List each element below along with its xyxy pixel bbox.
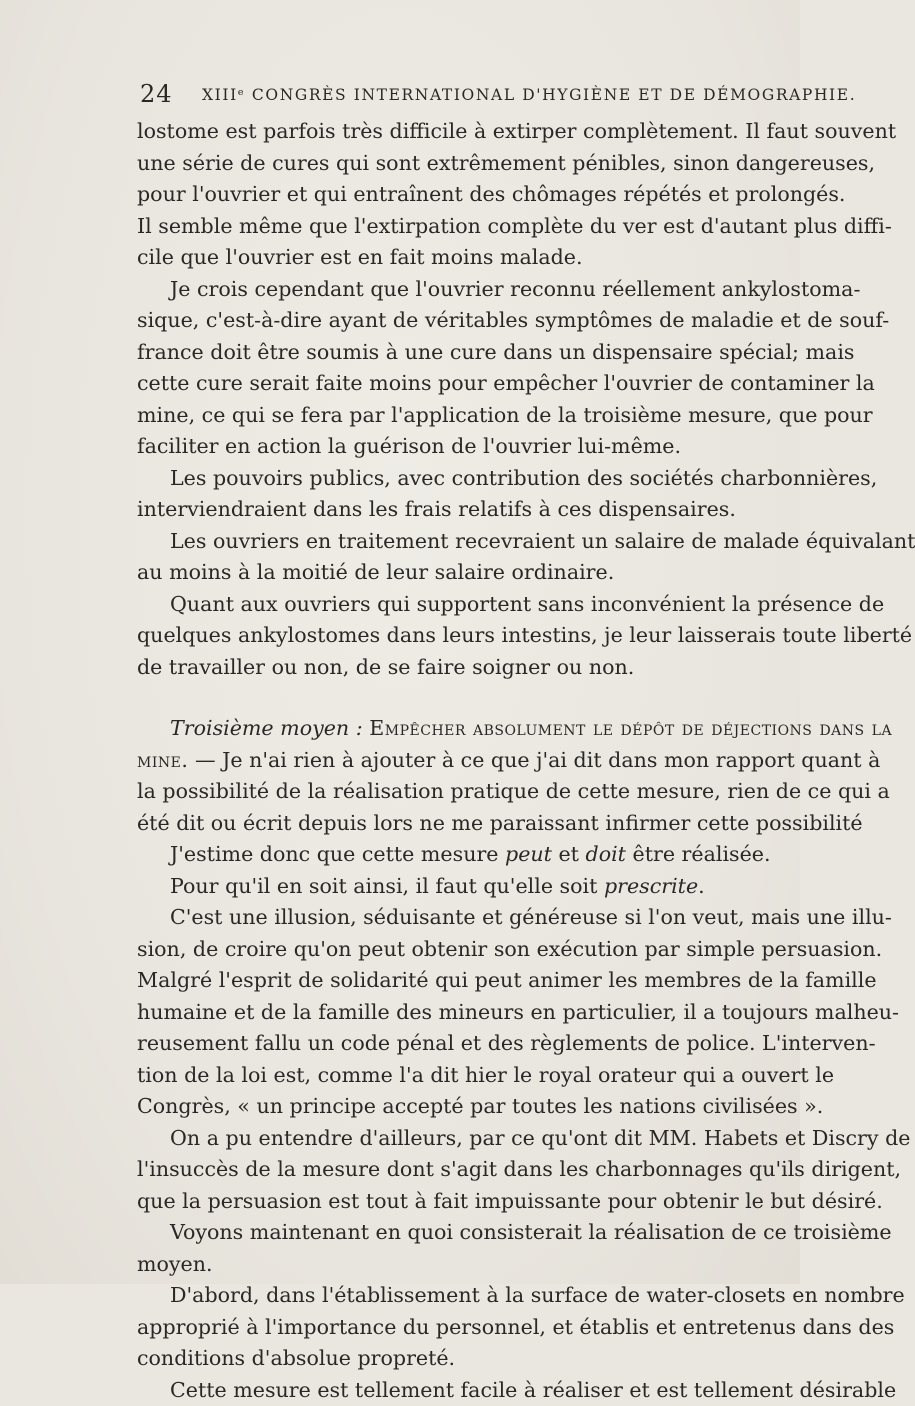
text-line: sion, de croire qu'on peut obtenir son exécution par simple persuasion. [137,934,715,966]
text-line [137,871,715,903]
text-line: été dit ou écrit depuis lors ne me paraissant infirmer cette possibilité [137,808,715,840]
text-line: moyen. [137,1249,715,1281]
text-line: quelques ankylostomes dans leurs intestins, je leur laisserais toute liberté [137,620,715,652]
page-header [140,82,700,106]
text-run: Pour qu'il en soit ainsi, il faut qu'elle soit [170,874,604,898]
page-number: 24 [140,82,173,106]
text-line: humaine et de la famille des mineurs en particulier, il a toujours malheu- [137,997,715,1029]
text-line: reusement fallu un code pénal et des règlements de police. L'interven- [137,1028,715,1060]
text-line: cette cure serait faite moins pour empêcher l'ouvrier de contaminer la [137,368,715,400]
text-run: . [698,874,705,898]
text-line: faciliter en action la guérison de l'ouvrier lui-même. [137,431,715,463]
text-line: l'insuccès de la mesure dont s'agit dans les charbonnages qu'ils dirigent, [137,1154,715,1186]
text-line: Les ouvriers en traitement recevraient un salaire de malade équivalant [137,526,715,558]
body-text [137,116,715,1406]
text-line: Les pouvoirs publics, avec contribution des sociétés charbonnières, [137,463,715,495]
text-line: Je crois cependant que l'ouvrier reconnu réellement ankylostoma- [137,274,715,306]
text-line: la possibilité de la réalisation pratique de cette mesure, rien de ce qui a [137,776,715,808]
text-line: Quant aux ouvriers qui supportent sans inconvénient la présence de [137,589,715,621]
section-heading-title-end: mine. [137,748,188,772]
section-heading [137,713,715,745]
italic-run: doit [586,842,626,866]
text-line: Cette mesure est tellement facile à réaliser et est tellement désirable [137,1375,715,1406]
text-line [137,839,715,871]
text-line: Voyons maintenant en quoi consisterait la réalisation de ce troisième [137,1217,715,1249]
running-head: XIIIᵉ CONGRÈS INTERNATIONAL D'HYGIÈNE ET DE DÉMOGRAPHIE. [202,86,856,104]
text-line: C'est une illusion, séduisante et généreuse si l'on veut, mais une illu- [137,902,715,934]
text-line: Il semble même que l'extirpation complète du ver est d'autant plus diffi- [137,211,715,243]
text-line: Malgré l'esprit de solidarité qui peut animer les membres de la famille [137,965,715,997]
text-run: être réalisée. [626,842,771,866]
text-line: cile que l'ouvrier est en fait moins malade. [137,242,715,274]
text-run: J'estime donc que cette mesure [170,842,505,866]
section-heading-continuation: — Je n'ai rien à ajouter à ce que j'ai dit dans mon rapport quant à [195,748,880,772]
text-line: interviendraient dans les frais relatifs à ces dispensaires. [137,494,715,526]
section-heading-title: Empêcher absolument le dépôt de déjections dans la [369,716,892,740]
text-line: Congrès, « un principe accepté par toutes les nations civilisées ». [137,1091,715,1123]
text-line: une série de cures qui sont extrêmement pénibles, sinon dangereuses, [137,148,715,180]
italic-run: prescrite [604,874,698,898]
text-line: tion de la loi est, comme l'a dit hier le royal orateur qui a ouvert le [137,1060,715,1092]
text-line: approprié à l'importance du personnel, et établis et entretenus dans des [137,1312,715,1344]
text-line: sique, c'est-à-dire ayant de véritables symptômes de maladie et de souf- [137,305,715,337]
text-line: au moins à la moitié de leur salaire ordinaire. [137,557,715,589]
text-line: pour l'ouvrier et qui entraînent des chômages répétés et prolongés. [137,179,715,211]
text-line: conditions d'absolue propreté. [137,1343,715,1375]
text-line: D'abord, dans l'établissement à la surface de water-closets en nombre [137,1280,715,1312]
text-line: lostome est parfois très difficile à extirper complètement. Il faut souvent [137,116,715,148]
section-gap [137,683,715,713]
text-run: et [552,842,586,866]
italic-run: peut [505,842,552,866]
text-line: que la persuasion est tout à fait impuissante pour obtenir le but désiré. [137,1186,715,1218]
text-line [137,745,715,777]
text-line: mine, ce qui se fera par l'application de la troisième mesure, que pour [137,400,715,432]
text-line: On a pu entendre d'ailleurs, par ce qu'ont dit MM. Habets et Discry de [137,1123,715,1155]
section-heading-label: Troisième moyen : [170,716,363,740]
text-line: de travailler ou non, de se faire soigner ou non. [137,652,715,684]
text-line: france doit être soumis à une cure dans un dispensaire spécial; mais [137,337,715,369]
